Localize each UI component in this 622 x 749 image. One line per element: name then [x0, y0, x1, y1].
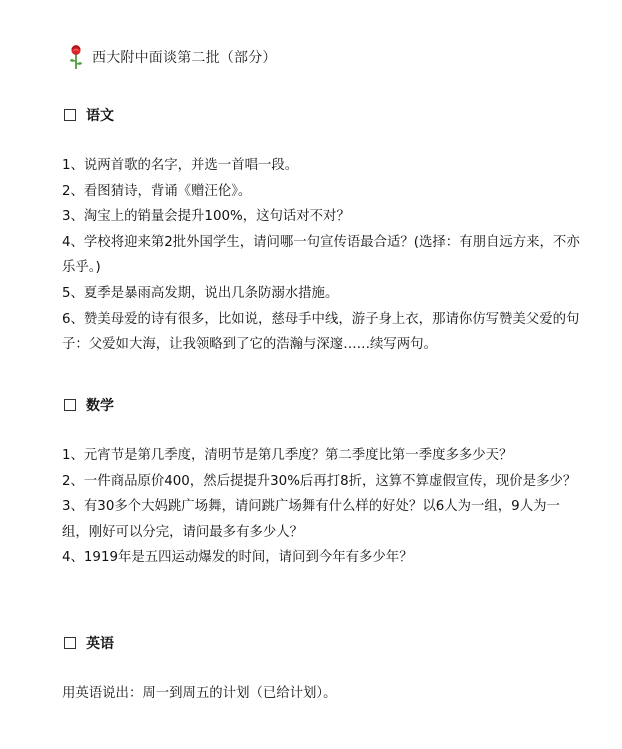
rose-icon [68, 44, 84, 70]
list-item: 1、元宵节是第几季度，清明节是第几季度？第二季度比第一季度多多少天？ [62, 448, 513, 463]
section-label-math: 数学 [86, 398, 114, 414]
section-label-chinese: 语文 [86, 108, 114, 124]
checkbox-chinese[interactable] [64, 109, 76, 121]
math-question-list [62, 443, 582, 571]
section-label-english: 英语 [86, 636, 114, 652]
english-task-text: 用英语说出：周一到周五的计划（已给计划）。 [62, 686, 337, 701]
checkbox-math[interactable] [64, 399, 76, 411]
list-item: 2、看图猜诗，背诵《赠汪伦》。 [62, 183, 252, 199]
section-heading-math [64, 395, 114, 415]
list-item: 6、赞美母爱的诗有很多，比如说，慈母手中线，游子身上衣，那请你仿写赞美父爱的句子：父爱如大海，让我领略到了它的浩瀚与深邃……续写两句。 [62, 311, 580, 353]
section-heading-english [64, 633, 114, 653]
list-item: 3、淘宝上的销量会提升100%，这句话对不对？ [62, 209, 350, 225]
list-item: 5、夏季是暴雨高发期，说出几条防溺水措施。 [62, 285, 339, 301]
list-item: 4、1919年是五四运动爆发的时间，请问到今年有多少年？ [62, 550, 413, 566]
chinese-question-list [62, 153, 582, 358]
document-header [68, 42, 277, 72]
section-heading-chinese [64, 105, 114, 125]
list-item: 1、说两首歌的名字，并选一首唱一段。 [62, 158, 299, 173]
checkbox-english[interactable] [64, 637, 76, 649]
list-item: 2、一件商品原价400，然后提提升30%后再打8折，这算不算虚假宣传，现价是多少？ [62, 473, 577, 489]
list-item: 4、学校将迎来第2批外国学生，请问哪一句宣传语最合适？(选择：有朋自远方来，不亦乐乎。) [62, 234, 580, 276]
list-item: 3、有30多个大妈跳广场舞，请问跳广场舞有什么样的好处？以6人为一组，9人为一组，刚好可以分完，请问最多有多少人？ [62, 499, 560, 540]
document-title: 西大附中面谈第二批（部分） [92, 50, 277, 66]
